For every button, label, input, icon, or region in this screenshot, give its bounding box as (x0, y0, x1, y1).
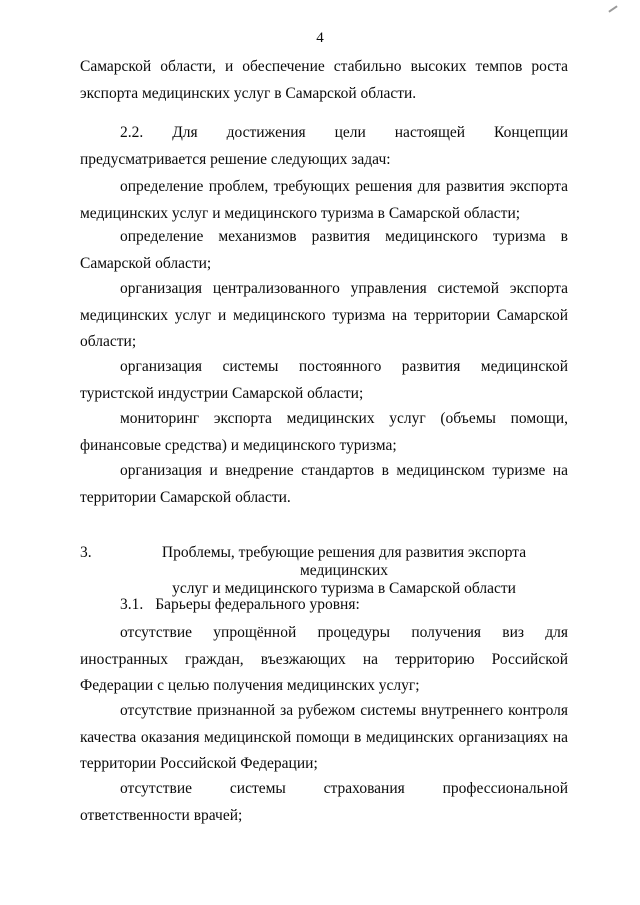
paragraph-task-problems: определение проблем, требующих решения для развития экспорта медицинских услуг и медицинского туризма в Самарской области; (80, 178, 568, 222)
subsection-number: 3.1. (120, 596, 144, 613)
paragraph-task-industry: организация системы постоянного развития медицинской туристской индустрии Самарской области; (80, 358, 568, 402)
paragraph-task-standards: организация и внедрение стандартов в медицинском туризме на территории Самарской области. (80, 462, 568, 506)
section-title-line-1: Проблемы, требующие решения для развития экспорта медицинских (161, 544, 527, 579)
paragraph-task-management: организация централизованного управления системой экспорта медицинских услуг и медицинского туризма на территории Самарской области; (80, 280, 568, 350)
paragraph-continuation: Самарской области, и обеспечение стабильно высоких темпов роста экспорта медицинских услуг в Самарской области. (80, 58, 568, 102)
paragraph-barrier-insurance: отсутствие системы страхования профессиональной ответственности врачей; (80, 780, 568, 824)
paragraph-task-monitoring: мониторинг экспорта медицинских услуг (объемы помощи, финансовые средства) и медицинского туризма; (80, 410, 568, 454)
section-number: 3. (80, 544, 92, 561)
paragraph-barrier-quality-control: отсутствие признанной за рубежом системы внутреннего контроля качества оказания медицинской помощи в медицинских организациях на территории Российской Федерации; (80, 702, 568, 772)
subsection-heading (120, 594, 360, 616)
paragraph-task-mechanisms: определение механизмов развития медицинского туризма в Самарской области; (80, 228, 568, 272)
section-title-line-2: услуг и медицинского туризма в Самарской области (172, 580, 516, 597)
subsection-title: Барьеры федерального уровня: (155, 596, 360, 613)
paragraph-barrier-visa: отсутствие упрощённой процедуры получения виз для иностранных граждан, въезжающих на территорию Российской Федерации с целью получения медицинских услуг; (80, 624, 568, 694)
page-number: 4 (316, 30, 324, 46)
paragraph-2-2: 2.2. Для достижения цели настоящей Концепции предусматривается решение следующих задач: (80, 124, 568, 168)
scan-artifact-mark (608, 5, 617, 12)
section-heading (80, 544, 568, 598)
